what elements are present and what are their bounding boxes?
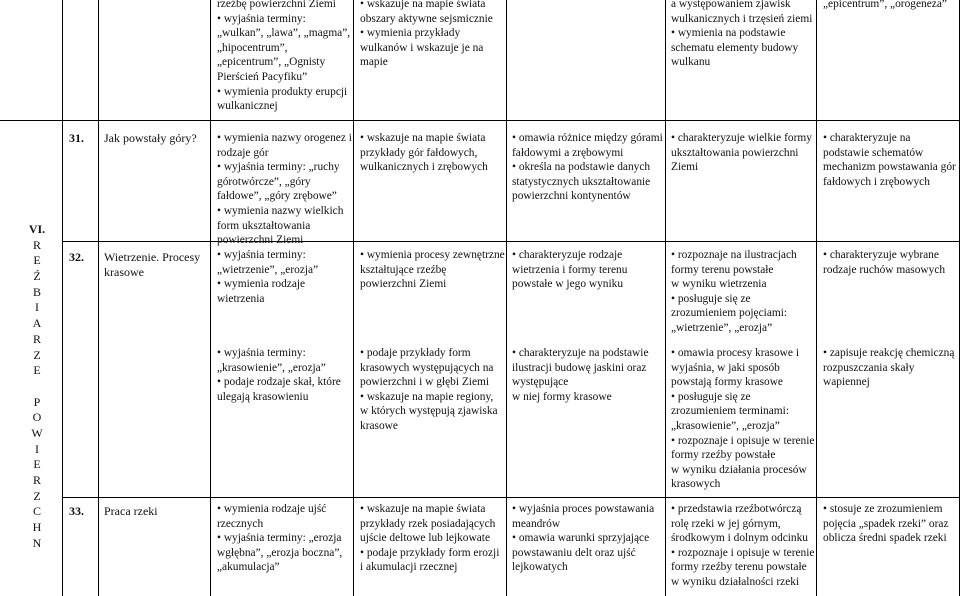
lesson-33-col4 bbox=[360, 502, 499, 575]
table-divider bbox=[62, 497, 960, 498]
text-line: „akumulacja” bbox=[217, 561, 280, 574]
text-line: • przedstawia rzeźbotwórczą bbox=[671, 503, 802, 515]
table-divider bbox=[62, 0, 63, 596]
text-line: • posługuje się ze bbox=[671, 390, 751, 403]
text-line: Wietrzenie. Procesy bbox=[104, 250, 201, 264]
text-line: • wyjaśnia terminy: bbox=[217, 12, 306, 25]
text-line: • wskazuje na mapie świata bbox=[360, 503, 486, 515]
text-line: „krasowienie”, „erozja” bbox=[217, 361, 326, 374]
text-line: kształtujące rzeźbę bbox=[360, 263, 447, 276]
text-line: • wymienia nazwy wielkich bbox=[217, 204, 344, 217]
text-line: wulkanów i wskazuje je na bbox=[360, 41, 484, 54]
text-line: • wymienia na podstawie bbox=[671, 27, 786, 40]
text-line: • charakteryzuje wybrane bbox=[823, 249, 939, 261]
text-line: • omawia warunki sprzyjające bbox=[512, 532, 650, 545]
text-line: krasowe bbox=[360, 419, 398, 432]
table-divider bbox=[210, 0, 211, 596]
text-line: C bbox=[32, 504, 41, 519]
text-line: wulkanicznych i zrębowych bbox=[360, 161, 488, 174]
text-line: wietrzenia bbox=[217, 292, 265, 305]
top-row-cell-col3 bbox=[217, 0, 350, 114]
text-line: schematu elementy budowy bbox=[671, 41, 799, 54]
text-line: występujące bbox=[512, 376, 569, 389]
table-divider bbox=[816, 0, 817, 596]
text-line: Ziemi bbox=[671, 161, 699, 174]
text-line: „wulkan”, „lawa”, „magma”, bbox=[217, 27, 351, 40]
text-line: ukształtowania powierzchni bbox=[671, 146, 799, 159]
text-line: O bbox=[32, 410, 42, 425]
text-line: krasowych występujących na bbox=[360, 361, 494, 374]
text-line: • wymienia nazwy orogenez i bbox=[217, 132, 352, 144]
text-line: obszary aktywne sejsmicznie bbox=[360, 12, 493, 25]
table-divider bbox=[0, 120, 960, 121]
text-line: • wymienia rodzaje ujść bbox=[217, 503, 327, 515]
text-line: wietrzenia i formy terenu bbox=[512, 263, 628, 276]
text-line: wulkanicznej bbox=[217, 100, 278, 113]
text-line: „epicentrum”, „Ognisty bbox=[217, 56, 326, 69]
text-line: mapie bbox=[360, 56, 388, 69]
table-divider bbox=[665, 0, 666, 596]
text-line: ilustracji budowę jaskini oraz bbox=[512, 361, 647, 374]
text-line: w wyniku wietrzenia bbox=[671, 278, 767, 291]
text-line: oblicza średni spadek rzeki bbox=[823, 532, 947, 545]
text-line: w których występują zjawiska bbox=[360, 405, 498, 418]
text-line: statystycznych ukształtowanie bbox=[512, 175, 651, 188]
table-divider bbox=[506, 0, 507, 596]
lesson-31-col7 bbox=[823, 131, 956, 189]
text-line: A bbox=[32, 316, 42, 331]
text-line: • omawia różnice między górami bbox=[512, 132, 663, 144]
section-label bbox=[25, 222, 49, 551]
text-line: powstałe w jego wyniku bbox=[512, 278, 624, 291]
lesson-33-col7 bbox=[823, 502, 949, 546]
lesson-31-col6 bbox=[671, 131, 812, 175]
text-line: E bbox=[33, 363, 41, 378]
lesson-number: 31. bbox=[69, 131, 84, 145]
text-line: powierzchni kontynentów bbox=[512, 190, 631, 203]
text-line: „epicentrum”, „orogeneza” bbox=[823, 0, 947, 10]
text-line: E bbox=[33, 253, 41, 268]
text-line: Z bbox=[33, 488, 41, 503]
lesson-title bbox=[104, 504, 158, 519]
text-line: powierzchni Ziemi bbox=[217, 234, 304, 247]
text-line: Z bbox=[33, 347, 41, 362]
text-line: • wyjaśnia terminy: bbox=[217, 249, 306, 261]
top-row-cell-col6 bbox=[671, 0, 812, 70]
text-line: górotwórcze”, „góry bbox=[217, 175, 311, 188]
text-line: R bbox=[32, 473, 41, 487]
text-line: środkowym i dolnym odcinku bbox=[671, 532, 808, 545]
text-line: zrozumieniem pojęciami: bbox=[671, 307, 788, 320]
lesson-number: 32. bbox=[69, 250, 84, 264]
text-line: form ukształtowania bbox=[217, 219, 311, 232]
lesson-32-col4-wietrzenie bbox=[360, 248, 505, 292]
text-line: rozpuszczania skały bbox=[823, 361, 915, 374]
lesson-32-col7-wietrzenie bbox=[823, 248, 945, 277]
text-line: fałdowymi a zrębowymi bbox=[512, 146, 624, 159]
text-line: • omawia procesy krasowe i bbox=[671, 347, 799, 359]
text-line: • posługuje się ze bbox=[671, 292, 751, 305]
text-line: • wyjaśnia terminy: bbox=[217, 347, 306, 359]
text-line: rolę rzeki w jej górnym, bbox=[671, 517, 781, 530]
lesson-31-col5 bbox=[512, 131, 663, 204]
text-line: • rozpoznaje i opisuje w terenie bbox=[671, 434, 815, 447]
top-row-cell-col4 bbox=[360, 0, 493, 70]
text-line: W bbox=[31, 425, 43, 440]
text-line: Praca rzeki bbox=[104, 504, 158, 518]
table-divider bbox=[98, 0, 99, 596]
text-line: wyjaśnia, w jaki sposób bbox=[671, 361, 780, 374]
lesson-33-col6 bbox=[671, 502, 814, 590]
text-line: wgłębna”, „erozja boczna”, bbox=[217, 546, 343, 559]
text-line: mechanizm powstawania gór bbox=[823, 161, 956, 174]
lesson-number: 33. bbox=[69, 504, 84, 518]
text-line: • rozpoznaje i opisuje w terenie bbox=[671, 546, 815, 559]
text-line: fałdowych i zrębowych bbox=[823, 175, 930, 188]
text-line: • wskazuje na mapie regiony, bbox=[360, 390, 494, 403]
text-line: • charakteryzuje wielkie formy bbox=[671, 132, 812, 144]
text-line: krasowych bbox=[671, 478, 721, 491]
text-line: „wietrzenie”, „erozja” bbox=[217, 263, 319, 276]
text-line: • wyjaśnia proces powstawania bbox=[512, 503, 655, 515]
lesson-32-col3-wietrzenie bbox=[217, 248, 318, 306]
text-line: I bbox=[35, 441, 39, 456]
text-line: H bbox=[32, 520, 42, 535]
text-line: „wietrzenie”, „erozja” bbox=[671, 321, 773, 334]
lesson-title bbox=[104, 131, 197, 146]
text-line: N bbox=[32, 535, 42, 550]
text-line: Ź bbox=[33, 269, 41, 284]
text-line: • wymienia rodzaje bbox=[217, 278, 306, 291]
text-line: powierzchni i w głębi Ziemi bbox=[360, 376, 490, 389]
text-line: pojęcia „spadek rzeki” oraz bbox=[823, 517, 949, 530]
text-line: krasowe bbox=[104, 265, 144, 279]
text-line: podstawie schematów bbox=[823, 146, 924, 159]
text-line: meandrów bbox=[512, 517, 561, 530]
text-line: • wyjaśnia terminy: „ruchy bbox=[217, 161, 340, 174]
text-line: • podaje przykłady form bbox=[360, 347, 471, 359]
lesson-33-col3 bbox=[217, 502, 342, 575]
text-line: lejkowatych bbox=[512, 561, 568, 574]
text-line: powstawaniu delt oraz ujść bbox=[512, 546, 636, 559]
text-line: a występowaniem zjawisk bbox=[671, 0, 791, 10]
text-line: „krasowienie”, „erozja” bbox=[671, 419, 780, 432]
section-number: VI. bbox=[28, 222, 46, 236]
text-line: w wyniku działalności rzeki bbox=[671, 575, 800, 588]
text-line: powierzchni Ziemi bbox=[360, 278, 447, 291]
text-line: wapiennej bbox=[823, 376, 870, 389]
text-line: ujście deltowe lub lejkowate bbox=[360, 532, 491, 545]
text-line: • wskazuje na mapie świata bbox=[360, 132, 486, 144]
text-line: Pierścień Pacyfiku” bbox=[217, 70, 308, 83]
text-line: fałdowe”, „góry zrębowe” bbox=[217, 190, 337, 203]
text-line: I bbox=[35, 300, 39, 315]
text-line bbox=[25, 379, 49, 395]
text-line: • wymienia procesy zewnętrzne bbox=[360, 249, 505, 261]
lesson-31-col4 bbox=[360, 131, 488, 175]
text-line: rodzaje gór bbox=[217, 146, 269, 159]
lesson-32-col5-kras bbox=[512, 346, 649, 404]
text-line: rzeźbę powierzchni Ziemi bbox=[217, 0, 336, 10]
top-row-cell-col7 bbox=[823, 0, 947, 12]
table-divider bbox=[353, 0, 354, 596]
text-line: • rozpoznaje na ilustracjach bbox=[671, 249, 797, 261]
text-line: R bbox=[32, 331, 41, 346]
text-line: rzecznych bbox=[217, 517, 264, 530]
lesson-title bbox=[104, 250, 200, 280]
text-line: • charakteryzuje rodzaje bbox=[512, 249, 623, 261]
lesson-32-col6-kras bbox=[671, 346, 814, 492]
text-line: B bbox=[32, 284, 41, 299]
lesson-32-col6-wietrzenie bbox=[671, 248, 797, 336]
text-line: w niej formy krasowe bbox=[512, 390, 612, 403]
lesson-33-col5 bbox=[512, 502, 654, 575]
lesson-32-col7-kras bbox=[823, 346, 954, 390]
text-line: powstają formy krasowe bbox=[671, 376, 783, 389]
text-line: wulkanu bbox=[671, 56, 711, 69]
text-line: P bbox=[33, 394, 41, 409]
text-line: R bbox=[32, 237, 41, 252]
text-line: • stosuje ze zrozumieniem bbox=[823, 503, 943, 515]
text-line: i akumulacji rzecznej bbox=[360, 561, 458, 574]
text-line: formy terenu powstałe bbox=[671, 263, 774, 276]
text-line: „hipocentrum”, bbox=[217, 41, 288, 54]
text-line: • charakteryzuje na bbox=[823, 132, 911, 144]
text-line: E bbox=[33, 457, 41, 472]
lesson-32-col4-kras bbox=[360, 346, 498, 434]
lesson-32-col3-kras bbox=[217, 346, 341, 404]
text-line: w wyniku działania procesów bbox=[671, 463, 807, 476]
lesson-32-col5-wietrzenie bbox=[512, 248, 627, 292]
text-line: • podaje przykłady form erozji bbox=[360, 546, 500, 559]
lesson-31-col3 bbox=[217, 131, 352, 248]
text-line: • wymienia przykłady bbox=[360, 27, 461, 40]
text-line: rodzaje ruchów masowych bbox=[823, 263, 946, 276]
text-line: formy rzeźby powstałe bbox=[671, 449, 776, 462]
text-line: przykłady gór fałdowych, bbox=[360, 146, 478, 159]
text-line: formy rzeźby terenu powstałe bbox=[671, 561, 807, 574]
table-divider bbox=[62, 241, 960, 242]
text-line: • wskazuje na mapie świata bbox=[360, 0, 486, 10]
text-line: • określa na podstawie danych bbox=[512, 161, 651, 174]
text-line: • zapisuje reakcję chemiczną bbox=[823, 347, 955, 359]
text-line: ulegają krasowieniu bbox=[217, 390, 309, 403]
section-letters bbox=[25, 238, 49, 552]
text-line: • wymienia produkty erupcji bbox=[217, 85, 348, 98]
text-line: przykłady rzek posiadających bbox=[360, 517, 496, 530]
text-line: • wyjaśnia terminy: „erozja bbox=[217, 532, 342, 545]
text-line: Jak powstały góry? bbox=[104, 131, 197, 145]
text-line: • podaje rodzaje skał, które bbox=[217, 376, 341, 389]
text-line: wulkanicznych i trzęsień ziemi bbox=[671, 12, 813, 25]
text-line: zrozumieniem terminami: bbox=[671, 405, 789, 418]
text-line: • charakteryzuje na podstawie bbox=[512, 347, 649, 359]
